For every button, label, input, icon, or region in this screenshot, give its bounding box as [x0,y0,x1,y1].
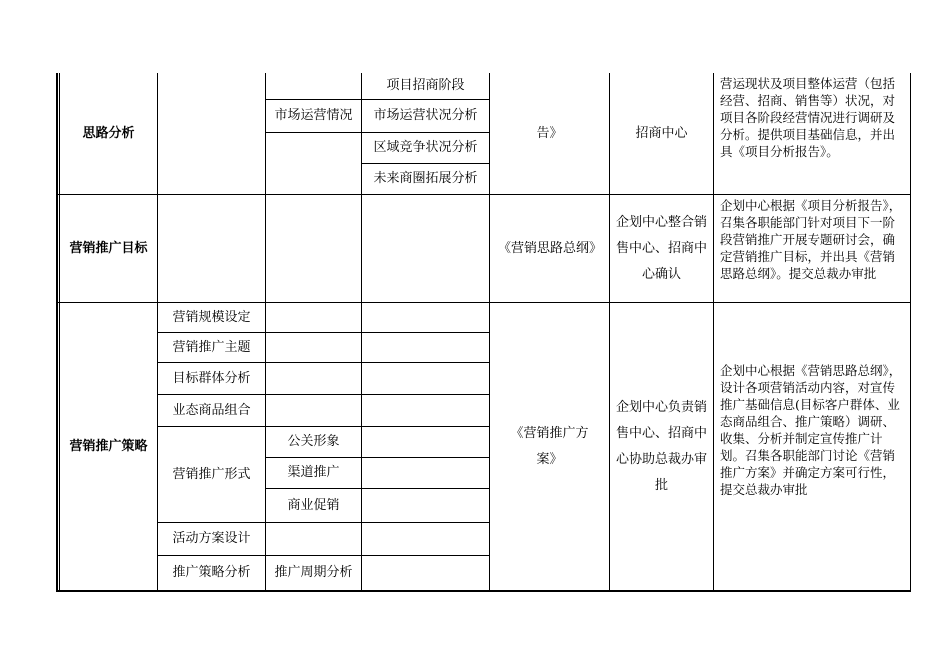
output-document-2: 《营销思路总纲》 [498,240,603,256]
form-item-channel: 渠道推广 [287,465,340,480]
sub-item-strategy-analysis: 推广策略分析 [172,565,251,580]
responsible-department-3: 企划中心负责销售中心、招商中心协助总裁办审批 [616,399,708,493]
description-1: 营运现状及项目整体运营（包括经营、招商、销售等）状况，对项目各阶段经营情况进行调研及分析。提供项目基础信息，并出具《项目分析报告》。 [720,76,896,159]
project-leasing-stage-item: 项目招商阶段 [386,78,465,93]
sub-item-event-design: 活动方案设计 [172,531,251,546]
category-marketing-strategy: 营销推广策略 [69,438,148,454]
sub-item-target-group: 目标群体分析 [172,370,251,386]
table-border-bottom [56,590,911,592]
output-document-1: 告》 [536,125,563,141]
table-border-right [910,73,911,592]
form-item-pr: 公关形象 [287,434,340,449]
sub-item-theme: 营销推广主题 [172,339,251,355]
responsible-department-2: 企划中心整合销售中心、招商中心确认 [616,214,708,282]
sub-item-business-mix: 业态商品组合 [172,402,251,418]
market-operation-item: 市场运营情况 [274,108,353,123]
future-expansion-item: 未来商圈拓展分析 [373,171,478,186]
sub-item-promotion-form: 营销推广形式 [172,466,251,482]
responsible-department-1: 招商中心 [635,125,688,141]
table-border-left [56,73,58,592]
form-item-promotion: 商业促销 [287,497,340,513]
output-document-3: 《营销推广方案》 [510,425,589,467]
category-marketing-goal: 营销推广目标 [69,240,148,256]
description-2: 企划中心根据《项目分析报告》，召集各职能部门针对项目下一阶段营销推广开展专题研讨会，确定营销推广目标，并出具《营销思路总纲》。提交总裁办审批 [720,198,902,281]
market-status-analysis-item: 市场运营状况分析 [373,108,478,123]
sub-item-scale: 营销规模设定 [172,309,251,325]
category-thinking-analysis: 思路分析 [82,125,135,141]
cycle-analysis-item: 推广周期分析 [274,565,353,580]
description-3: 企划中心根据《营销思路总纲》，设计各项营销活动内容，对宣传推广基础信息(目标客户群体、业态商品组合、推广策略）调研、收集、分析并制定宣传推广计划。召集各职能部门讨论《营销推广方案》并确定方案可行性，提交总裁办审批 [720,363,902,497]
regional-competition-item: 区域竞争状况分析 [373,140,478,155]
